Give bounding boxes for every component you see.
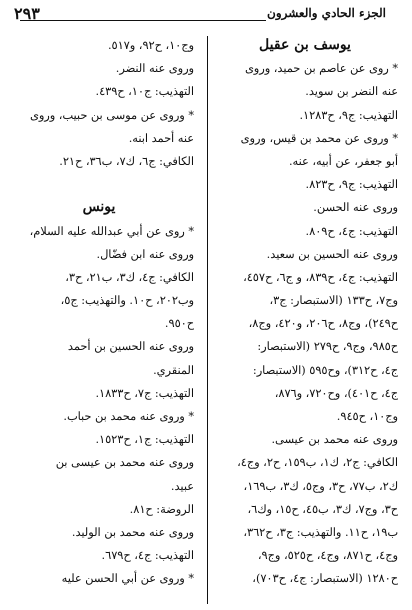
text-line: ح٢٤٩)، وج٨، ح٢٠٦، و٤٢٠، وج٨، — [248, 317, 398, 331]
running-title: الجزء الحادي والعشرون — [267, 6, 386, 20]
text-line: ج٤، ح٣١٢)، وح٥٩٥ (الاستبصار: — [252, 363, 398, 377]
text-line: * روى عن عاصم بن حميد، وروى — [244, 62, 398, 76]
text-line: أبو جعفر، عن أبيه، عنه. — [288, 154, 398, 168]
text-line: التهذيب: ج٩، ح٨٢٣. — [305, 178, 398, 192]
text-line: ك٢، ب٧٧، ح٣، وج٥، ك٣، ب١٦٩، — [243, 479, 398, 493]
text-line: الروضة: ح٨١. — [129, 502, 194, 516]
text-line: وب٢٠٢، ح١٠. والتهذيب: ج٥، — [60, 294, 194, 308]
page-header — [6, 6, 404, 28]
text-line: وج١٠، ح٩٢، و٥١٧. — [107, 39, 194, 52]
text-line: عبيد. — [170, 479, 194, 493]
entry-heading: يوسف بن عقيل — [259, 37, 351, 53]
text-line: المنقري. — [153, 363, 194, 377]
text-line: وج٧، ح١٣٣ (الاستبصار: ج٣، — [269, 294, 398, 308]
text-line: وروى عنه الحسين بن سعيد. — [266, 247, 398, 261]
text-line: وروى عنه محمد بن الوليد. — [71, 525, 194, 539]
right-column — [212, 34, 398, 591]
text-line: ح٩٨٥، وج٩، ح٢٧٩ (الاستبصار: — [257, 340, 398, 354]
text-line: وروى عنه النضر. — [115, 62, 194, 76]
page-number: ٢٩٣ — [14, 4, 40, 23]
text-line: التهذيب: ج٤، ح٦٧٩. — [101, 549, 194, 563]
text-line: * وروى عن موسى بن حبيب، وروى — [29, 108, 194, 122]
text-line: التهذيب: ج٤، ح٨٠٩. — [305, 224, 398, 238]
text-line: ح٩٥٠. — [164, 317, 194, 331]
text-line: التهذيب: ج٩، ح١٢٨٣. — [299, 108, 398, 122]
text-line: ب١٩، ح١١. والتهذيب: ج٣، ح٣٦٢، — [243, 525, 398, 539]
left-column — [4, 34, 194, 591]
text-line: ح١٢٨٠ (الاستبصار: ج٤، ح٧٠٣)، — [252, 572, 398, 586]
text-line: * وروى عن محمد بن قيس، وروى — [240, 131, 398, 145]
entry-heading: يونس — [82, 199, 116, 216]
text-line: عنه أحمد ابنه. — [128, 131, 194, 145]
text-line: وج٤، ح٨٧١، وج٤، ح٥٢٥، وج٩، — [257, 549, 398, 563]
text-line: * وروى عنه محمد بن حباب. — [63, 410, 194, 423]
text-line: وروى عنه محمد بن عيسى بن — [55, 456, 194, 470]
text-line: وروى عنه الحسين بن أحمد — [67, 340, 194, 354]
text-line: عنه النضر بن سويد. — [305, 85, 398, 99]
text-line: ج٤، ح٤٠١)، وح٧٢٠، و٨٧٦، — [274, 386, 398, 400]
text-line: وروى عنه الحسن. — [313, 201, 398, 215]
blank-line — [4, 173, 194, 196]
text-line: التهذيب: ج١، ح١٥٢٣. — [95, 433, 194, 447]
text-line: الكافي: ج٢، ك١، ب١٥٩، ح٢، وج٤، — [237, 456, 398, 470]
text-line: ح٣، وج٧، ك٣، ب٤٥، ح١٥، وك٦، — [247, 502, 398, 516]
text-line: التهذيب: ج٧، ح١٨٣٣. — [95, 386, 194, 400]
text-line: وروى عنه محمد بن عيسى. — [271, 433, 398, 447]
text-line: وروى عنه ابن فضّال. — [96, 247, 194, 261]
text-line: الكافي: ج٤، ك٣، ب٢١، ح٣، — [65, 270, 194, 284]
text-line: التهذيب: ج٤، ح٨٣٩، و ج٦، ح٤٥٧، — [243, 270, 398, 284]
column-divider — [207, 36, 208, 604]
text-line: الكافي: ج٦، ك٧، ب٣٦، ح٢١. — [59, 154, 194, 168]
text-line: * وروى عن أبي الحسن عليه — [61, 572, 194, 586]
text-line: وج١٠، ح٩٤٥. — [336, 410, 398, 423]
text-line: * روى عن أبي عبدالله عليه السلام، — [29, 224, 194, 238]
text-line: التهذيب: ج١٠، ح٤٣٩. — [95, 85, 194, 99]
header-rule — [20, 20, 266, 21]
